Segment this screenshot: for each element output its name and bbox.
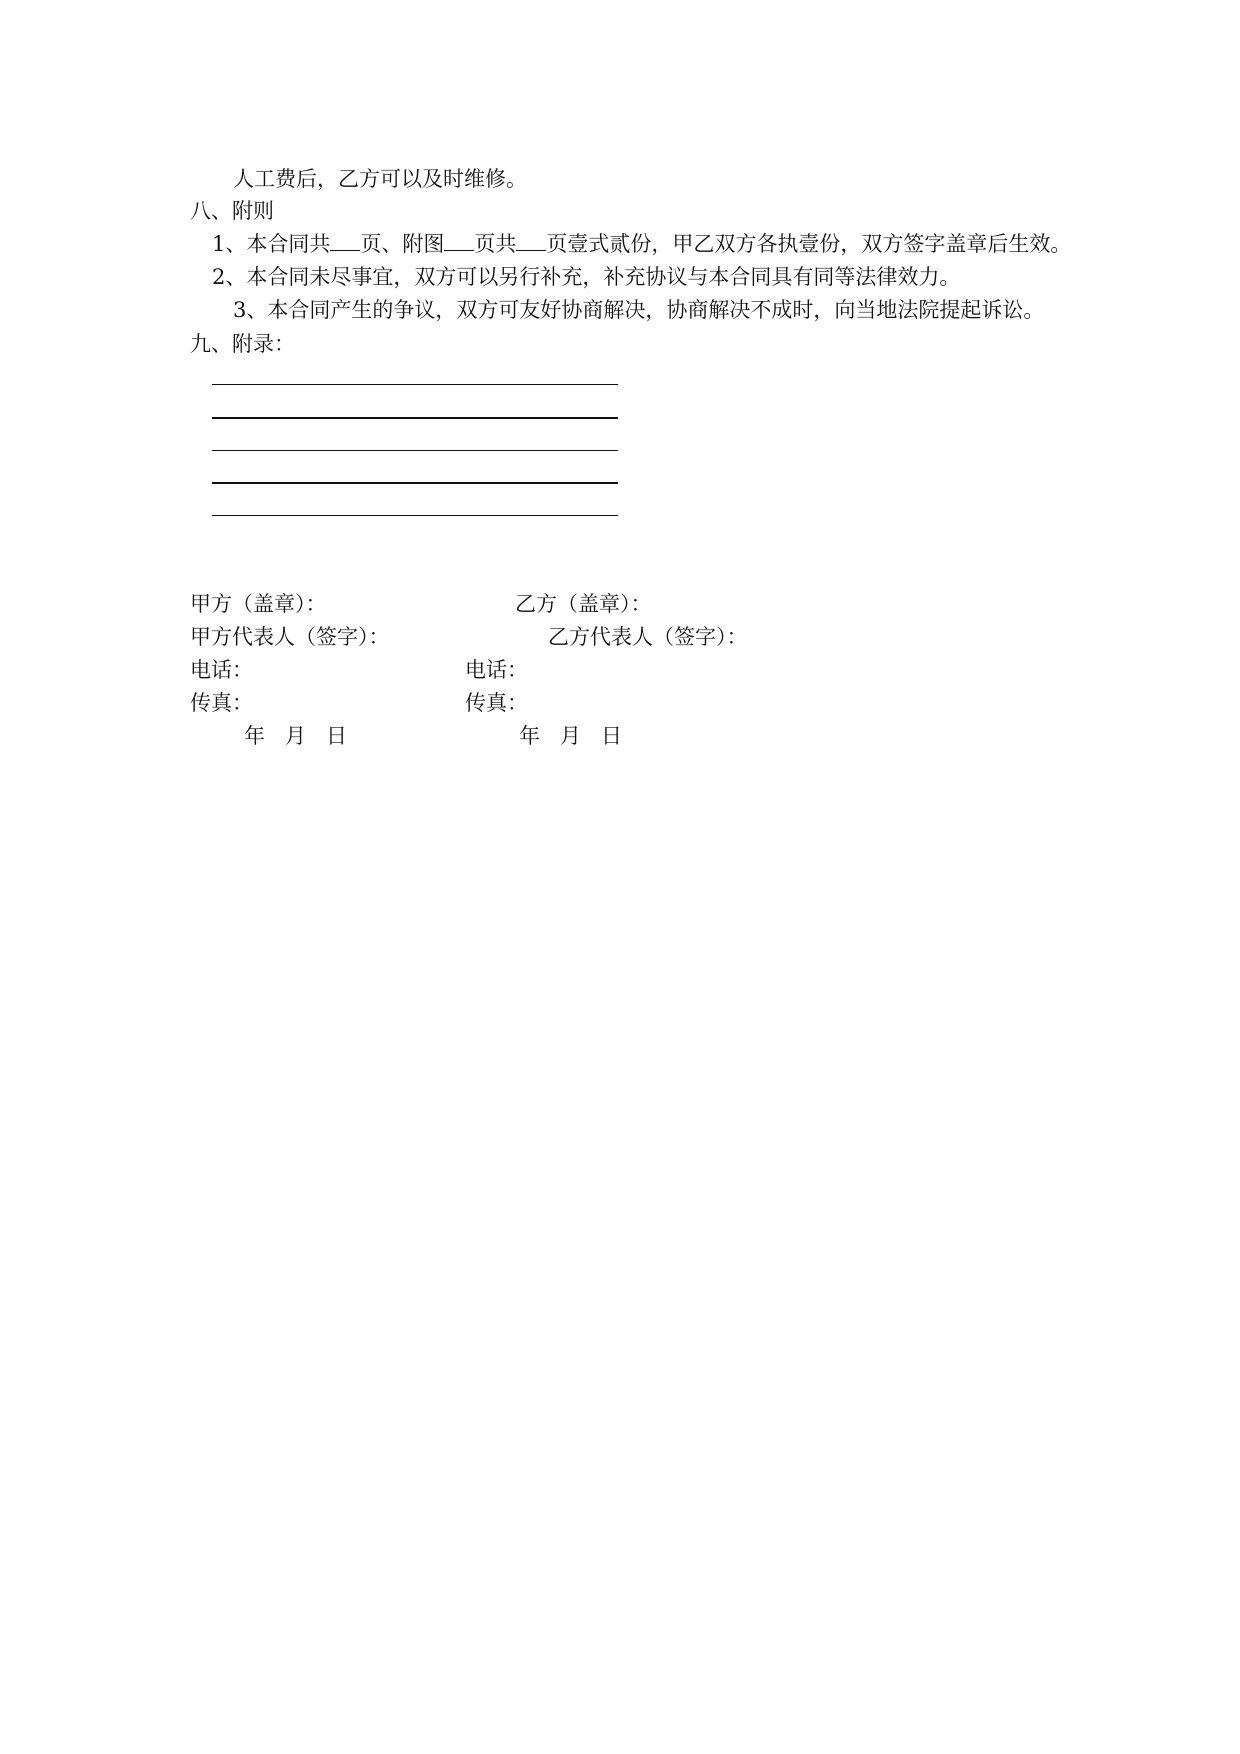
party-a-seal-label: 甲方（盖章）： [190,592,327,616]
appendix-line-5 [212,515,618,516]
party-a-fax-label: 传真： [190,691,253,715]
party-b-seal-label: 乙方（盖章）： [515,592,652,616]
party-b-fax-label: 传真： [465,691,528,715]
item-1-part-3: 页共 [474,232,517,256]
appendix-line-2 [212,417,618,419]
party-b-representative-label: 乙方代表人（签字）： [548,625,748,649]
blank-figure-count [444,232,474,251]
item-1-part-4: 页壹式贰份，甲乙双方各执壹份，双方签字盖章后生效。 [546,232,1072,256]
blank-page-count [330,232,360,251]
blank-total-pages [516,232,546,251]
appendix-line-1 [212,384,618,385]
appendix-line-4 [212,482,618,484]
party-b-phone-label: 电话： [465,658,528,682]
section-8-item-1 [212,231,1071,257]
party-b-date: 年 月 日 [519,724,623,748]
party-a-representative-label: 甲方代表人（签字）： [190,625,390,649]
clause-continuation: 人工费后，乙方可以及时维修。 [233,167,527,191]
party-a-phone-label: 电话： [190,658,253,682]
appendix-line-3 [212,450,618,451]
section-9-heading: 九、附录： [190,332,295,356]
section-8-item-3: 3、本合同产生的争议，双方可友好协商解决，协商解决不成时，向当地法院提起诉讼。 [233,298,1045,322]
item-1-part-2: 页、附图 [360,232,445,256]
section-8-item-2: 2、本合同未尽事宜，双方可以另行补充，补充协议与本合同具有同等法律效力。 [212,265,961,289]
party-a-date: 年 月 日 [244,724,348,748]
item-1-part-1: 1、本合同共 [212,232,331,256]
section-8-heading: 八、附则 [190,199,274,223]
